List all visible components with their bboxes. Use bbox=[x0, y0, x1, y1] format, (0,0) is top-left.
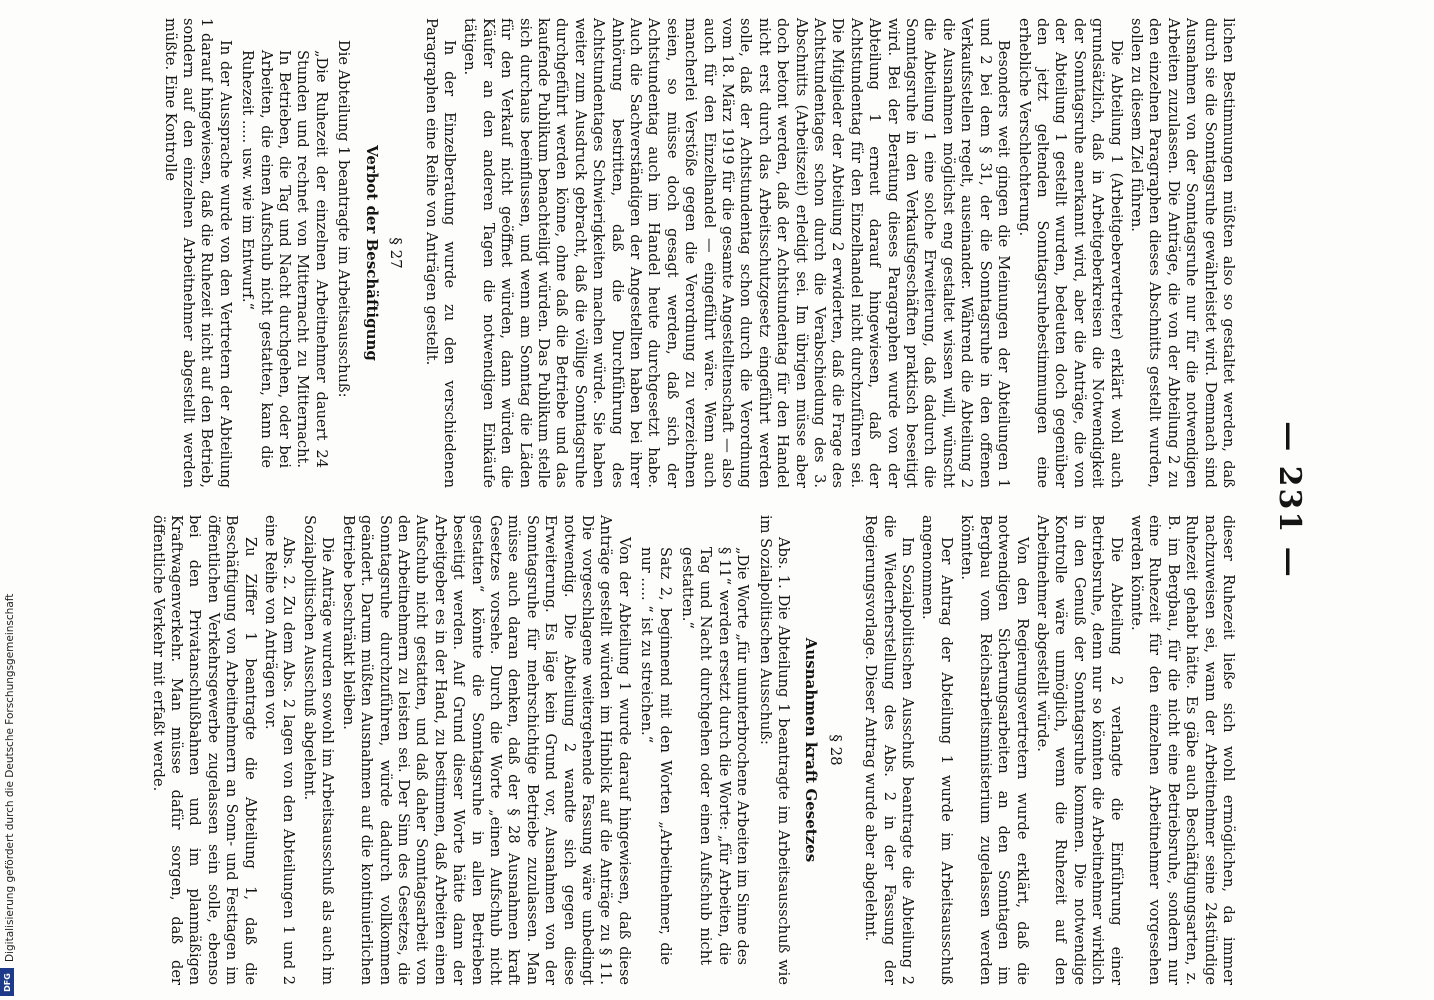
section-number: § 27 bbox=[387, 237, 406, 269]
paragraph: Abs. 1. Die Abteilung 1 beantragte im Arbeitsausschuß wie im Sozialpolitischen Ausschuß: bbox=[756, 515, 793, 985]
paragraph: Der Antrag der Abteilung 1 wurde im Arbeitsausschuß angenommen. bbox=[919, 515, 955, 985]
dfg-logo bbox=[0, 968, 14, 996]
paragraph: Von den Regierungsvertretern wurde erklärt, daß die notwendigen Sicherungsarbeiten an den Sonntagen im Bergbau vom Reichsarbeitsministerium zugelassen werden könnten. bbox=[958, 515, 1031, 985]
left-column bbox=[158, 18, 1237, 488]
quoted-motion: Satz 2, beginnend mit den Worten „Arbeitnehmer, die nur ..... “ ist zu streichen.“ bbox=[638, 547, 674, 965]
quoted-motion: „Die Worte „für ununterbrochene Arbeiten im Sinne des § 11“ werden ersetzt durch die Worte: „für Arbeiten, die Tag und Nacht durchgehen oder einen Aufschub nicht gestatten.“ bbox=[679, 547, 752, 965]
paragraph: Die Anträge wurden sowohl im Arbeitsausschuß als auch im Sozialpolitischen Ausschuß abgelehnt. bbox=[300, 515, 337, 985]
quoted-motion: „Die Ruhezeit der einzelnen Arbeitnehmer dauert 24 Stunden und rechnet von Mitternacht zu Mitternacht. In Betrieben, die Tag und Nacht durchgehen, oder bei Arbeiten, die einen Aufschub nicht gestatten, kann die Ruhezeit ..... usw. wie im Entwurf.“ bbox=[239, 50, 330, 468]
paragraph: In der Aussprache wurde von den Vertretern der Abteilung 1 darauf hingewiesen, daß die Ruhezeit nicht auf den Betrieb, sondern auf den einzelnen Arbeitnehmer abgestellt werden müßte. Eine Kontrolle bbox=[161, 18, 234, 488]
paragraph: Abs. 2. Zu dem Abs. 2 lagen von den Abteilungen 1 und 2 eine Reihe von Anträgen vor. bbox=[262, 515, 298, 985]
paragraph: Zu Ziffer 1 beantragte die Abteilung 1, daß die Beschäftigung von Arbeitnehmern an Sonn- und Festtagen im öffentlichen Verkehrsgewerbe zugelassen sein solle, ebenso bei den Privatanschlußbahnen und im planmäßigen Kraftwagenverkehr. Man müsse dafür sorgen, daß der öffentliche Verkehr mit erfaßt werde. bbox=[149, 515, 259, 985]
paragraph: Die Abteilung 1 (Arbeitgebervertreter) erklärt wohl auch grundsätzlich, daß in Arbeitgeberkreisen die Notwendigkeit der Sonntagsruhe anerkannt wird, aber die Anträge, die von der Abteilung 1 gestellt wurden, bedeuten doch gegenüber den jetzt geltenden Sonntagsruhebestimmungen eine erhebliche Verschlechterung. bbox=[1015, 18, 1125, 488]
section-title: Ausnahmen kraft Gesetzes bbox=[802, 637, 821, 863]
digitization-credit: Digitalisierung gefördert durch die Deutsche Forschungsgemeinschaft bbox=[4, 593, 16, 962]
document-page bbox=[15, 0, 1315, 1000]
paragraph: Im Sozialpolitischen Ausschuß beantragte die Abteilung 2 die Wiederherstellung des Abs. 2 in der Fassung der Regierungsvorlage. Dieser Antrag wurde aber abgelehnt. bbox=[862, 515, 917, 985]
paragraph: Besonders weit gingen die Meinungen der Abteilungen 1 und 2 bei dem § 31, der die Sonntagsruhe in den offenen Verkaufsstellen regelt, auseinander. Während die Abteilung 2 die Ausnahmen möglichst eng gestaltet wissen will, wünscht die Abteilung 1 eine solche Erweiterung, daß dadurch die Sonntagsruhe in den Verkaufsgeschäften praktisch beseitigt wird. Bei der Beratung dieses Paragraphen wurde von der Abteilung 1 erneut darauf hingewiesen, daß der Achtstundentag für den Einzelhandel nicht durchzuführen sei. Die Mitglieder der Abteilung 2 erwiderten, daß die Frage des Achtstundentages schon durch die Verabschiedung des 3. Abschnitts (Arbeitszeit) erledigt sei. Im übrigen müsse aber doch betont werden, daß der Achtstundentag für den Handel nicht erst durch das Arbeitsschutzgesetz eingeführt werden solle, daß der Achtstundentag schon durch die Verordnung vom 18. März 1919 für die gesamte Angestelltenschaft — also auch für den Einzelhandel — eingeführt wäre. Wenn auch mancherlei Verstöße gegen die Verordnung zu verzeichnen seien, so müsse doch gesagt werden, daß sich der Achtstundentag auch im Handel heute durchgesetzt habe. Auch die Sachverständigen der Angestellten haben bei ihrer Anhörung bestritten, daß die Durchführung des Achtstundentages Schwierigkeiten machen würde. Sie haben weiter zum Ausdruck gebracht, daß die völlige Sonntagsruhe durchgeführt werden könne, ohne daß die Betriebe und das kaufende Publikum benachteiligt würden. Das Publikum stelle sich durchaus beeinflussen, und wenn am Sonntag die Läden für den Verkauf nicht geöffnet würden, dann würden die Käufer an den anderen Tagen die notwendigen Einkäufe tätigen. bbox=[461, 18, 1013, 488]
paragraph: Die Abteilung 2 verlangte die Einführung einer Betriebsruhe, denn nur so könnten die Arbeitnehmer wirklich in den Genuß der Sonntagsruhe kommen. Die notwendige Kontrolle wäre unmöglich, wenn die Ruhezeit auf den Arbeitnehmer abgestellt würde. bbox=[1033, 515, 1125, 985]
section-number: § 28 bbox=[826, 734, 845, 766]
paragraph: Die Abteilung 1 beantragte im Arbeitsausschuß: bbox=[335, 40, 353, 398]
page-number: — 231 — bbox=[1272, 421, 1307, 579]
paragraph: In der Einzelberatung wurde zu den verschiedenen Paragraphen eine Reihe von Anträgen gestellt. bbox=[422, 18, 458, 488]
paragraph: dieser Ruhezeit ließe sich wohl ermöglichen, da immer nachzuweisen sei, wann der Arbeitnehmer seine 24stündige Ruhezeit gehabt hätte. Es gäbe auch Beschäftigungsarten, z. B. im Bergbau, für die nicht eine Betriebsruhe, sondern nur eine Ruhezeit für den einzelnen Arbeitnehmer vorgesehen werden könnte. bbox=[1127, 515, 1237, 985]
paragraph: Von der Abteilung 1 wurde darauf hingewiesen, daß diese Anträge gestellt würden im Hinblick auf die Anträge zu § 11. Die vorgeschlagene weitergehende Fassung wäre unbedingt notwendig. Die Abteilung 2 wandte sich gegen diese Erweiterung. Es läge kein Grund vor, Ausnahmen von der Sonntagsruhe für mehrschichtige Betriebe zuzulassen. Man müsse auch daran denken, daß der § 28 Ausnahmen kraft Gesetzes vorsehe. Durch die Worte „einen Aufschub nicht gestatten“ könnte die Sonntagsruhe in allen Betrieben beseitigt werden. Auf Grund dieser Worte hätte dann der Arbeitgeber es in der Hand, zu bestimmen, daß Arbeiten einen Aufschub nicht gestatten, und daß daher Sonntagsarbeit von den Arbeitnehmern zu leisten sei. Der Sinn des Gesetzes, die Sonntagsruhe durchzuführen, würde dadurch vollkommen geändert. Darum müßten Ausnahmen auf die kontinuierlichen Betriebe beschränkt bleiben. bbox=[339, 515, 633, 985]
dfg-logo-text: DFG bbox=[2, 972, 12, 992]
right-column bbox=[146, 515, 1237, 985]
section-title: Verbot der Beschäftigung bbox=[362, 145, 381, 361]
paragraph: lichen Bestimmungen müßten also so gestaltet werden, daß durch sie die Sonntagsruhe gewährleistet wird. Demnach sind Ausnahmen von der Sonntagsruhe nur für die notwendigen Arbeiten zuzulassen. Die Anträge, die von der Abteilung 2 zu den einzelnen Paragraphen dieses Abschnitts gestellt wurden, sollen zu diesem Ziel führen. bbox=[1127, 18, 1237, 488]
